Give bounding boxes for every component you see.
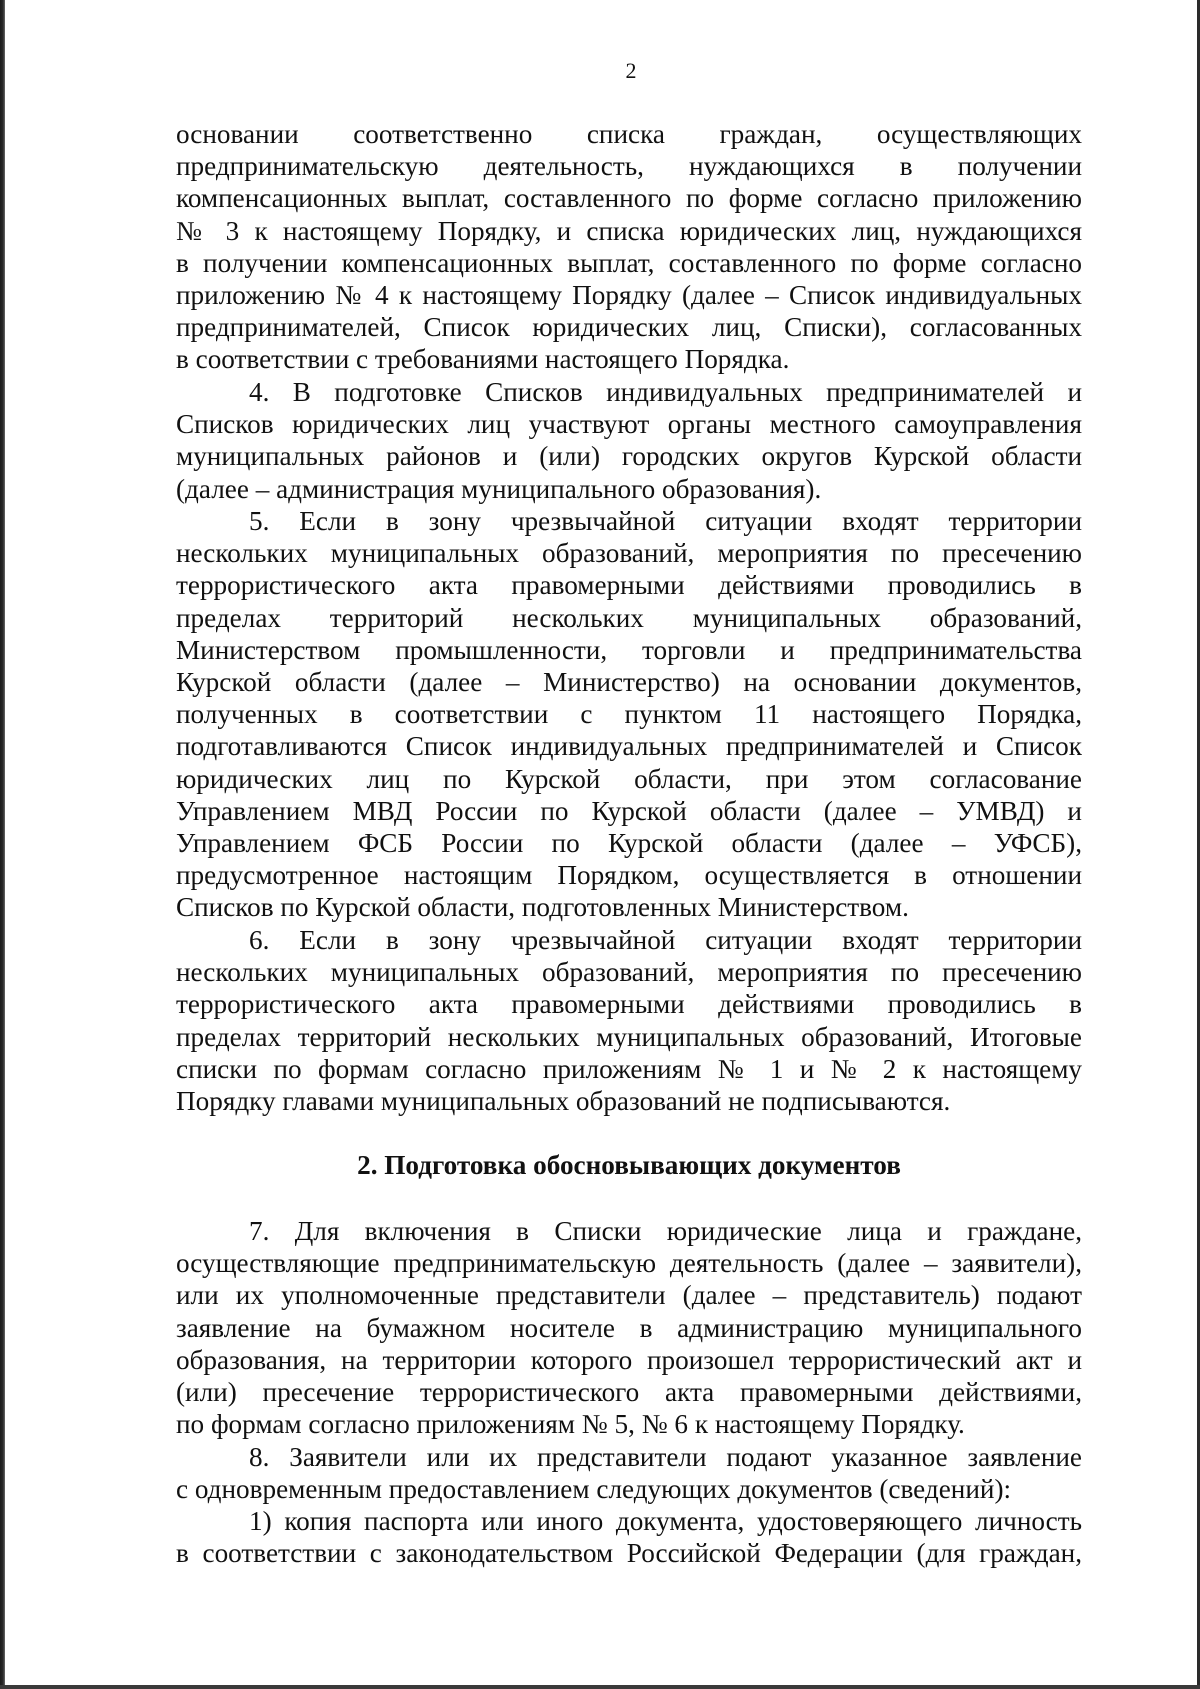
text-line: террористического акта правомерными действиями проводились в <box>176 989 1082 1020</box>
continuation-paragraph <box>176 118 1082 376</box>
text-line: списки по формам согласно приложениям № 1 и № 2 к настоящему <box>176 1053 1082 1084</box>
text-line: Списков юридических лиц участвуют органы местного самоуправления <box>176 409 1082 440</box>
text-line: подготавливаются Список индивидуальных предпринимателей и Список <box>176 731 1082 762</box>
text-line: 6. Если в зону чрезвычайной ситуации входят территории <box>249 925 1082 955</box>
text-line: предпринимательскую деятельность, нуждающихся в получении <box>176 151 1082 182</box>
text-line: 7. Для включения в Списки юридические лица и граждане, <box>249 1216 1082 1246</box>
paragraph-item-4 <box>176 376 1082 505</box>
text-line: муниципальных районов и (или) городских округов Курской области <box>176 441 1082 472</box>
text-line: Курской области (далее – Министерство) на основании документов, <box>176 666 1082 697</box>
text-line: с одновременным предоставлением следующих документов (сведений): <box>176 1474 1012 1505</box>
text-line: в соответствии с требованиями настоящего Порядка. <box>176 344 790 375</box>
text-line: осуществляющие предпринимательскую деятельность (далее – заявители), <box>176 1248 1082 1279</box>
page-number: 2 <box>625 58 637 83</box>
text-line: Порядку главами муниципальных образований не подписываются. <box>176 1085 951 1116</box>
text-line: (далее – администрация муниципального образования). <box>176 473 822 504</box>
text-line: террористического акта правомерными действиями проводились в <box>176 570 1082 601</box>
text-line: нескольких муниципальных образований, мероприятия по пресечению <box>176 538 1082 569</box>
text-line: 8. Заявители или их представители подают указанное заявление <box>249 1442 1082 1472</box>
text-line: предусмотренное настоящим Порядком, осуществляется в отношении <box>176 860 1082 891</box>
text-line: Списков по Курской области, подготовленных Министерством. <box>176 892 909 923</box>
text-line: заявление на бумажном носителе в администрацию муниципального <box>176 1312 1082 1343</box>
text-line: компенсационных выплат, составленного по форме согласно приложению <box>176 183 1082 214</box>
text-line: предпринимателей, Список юридических лиц, Списки), согласованных <box>176 312 1082 343</box>
scan-edge-bottom <box>0 1685 1200 1689</box>
paragraph-item-6 <box>176 924 1082 1117</box>
paragraph-item-5 <box>176 505 1082 923</box>
text-line: 5. Если в зону чрезвычайной ситуации входят территории <box>249 506 1082 536</box>
text-line: Управлением МВД России по Курской области (далее – УМВД) и <box>176 795 1082 826</box>
text-line: в соответствии с законодательством Российской Федерации (для граждан, <box>176 1538 1082 1569</box>
paragraph-item-7 <box>176 1215 1082 1440</box>
text-line: образования, на территории которого произошел террористический акт и <box>176 1344 1082 1375</box>
text-line: юридических лиц по Курской области, при этом согласование <box>176 763 1082 794</box>
text-line: 1) копия паспорта или иного документа, удостоверяющего личность <box>249 1506 1082 1536</box>
text-line: основании соответственно списка граждан, осуществляющих <box>176 119 1082 149</box>
text-line: нескольких муниципальных образований, мероприятия по пресечению <box>176 957 1082 988</box>
text-line: по формам согласно приложениям № 5, № 6 к настоящему Порядку. <box>176 1409 965 1440</box>
text-line: № 3 к настоящему Порядку, и списка юридических лиц, нуждающихся <box>176 215 1082 246</box>
scan-edge-left <box>0 0 5 1689</box>
text-line: 4. В подготовке Списков индивидуальных предпринимателей и <box>249 377 1082 407</box>
text-line: Управлением ФСБ России по Курской области (далее – УФСБ), <box>176 827 1082 858</box>
text-line: (или) пресечение террористического акта правомерными действиями, <box>176 1376 1082 1407</box>
text-line: или их уполномоченные представители (далее – представитель) подают <box>176 1280 1082 1311</box>
text-line: в получении компенсационных выплат, составленного по форме согласно <box>176 247 1082 278</box>
paragraph-item-8-1 <box>176 1505 1082 1569</box>
text-line: пределах территорий нескольких муниципальных образований, Итоговые <box>176 1021 1082 1052</box>
text-line: приложению № 4 к настоящему Порядку (далее – Список индивидуальных <box>176 279 1082 310</box>
text-line: Министерством промышленности, торговли и предпринимательства <box>176 634 1082 665</box>
text-line: пределах территорий нескольких муниципальных образований, <box>176 602 1082 633</box>
section-heading: 2. Подготовка обосновывающих документов <box>357 1150 901 1180</box>
paragraph-item-8 <box>176 1441 1082 1505</box>
text-line: полученных в соответствии с пунктом 11 настоящего Порядка, <box>176 699 1082 730</box>
